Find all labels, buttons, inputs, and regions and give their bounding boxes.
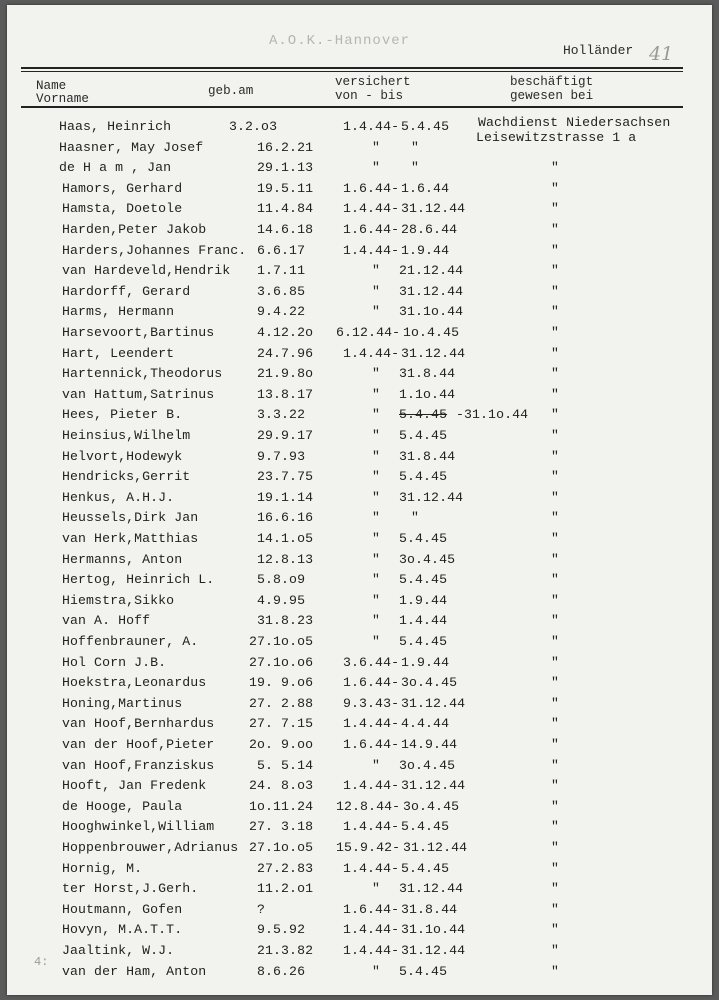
entry-insured-from: ": [372, 284, 381, 299]
entry-name: Hendricks,Gerrit: [62, 469, 191, 484]
employer-address: Leisewitzstrasse 1 a: [476, 130, 637, 145]
entry-employer-ditto: ": [551, 922, 560, 937]
col-born-header: geb.am: [208, 84, 254, 98]
entry-name: Harms, Hermann: [62, 304, 175, 319]
entry-born-date: ?: [257, 902, 266, 917]
entry-born-date: 27. 3.18: [249, 819, 314, 834]
entry-insured-to: 5.4.45: [401, 861, 450, 876]
entry-employer-ditto: ": [551, 675, 560, 690]
entry-insured-from: 12.8.44-: [336, 799, 401, 814]
col-insured-header: versichert: [335, 75, 411, 89]
entry-born-date: 19. 9.o6: [249, 675, 314, 690]
entry-employer-ditto: ": [551, 758, 560, 773]
entry-employer-ditto: ": [551, 366, 560, 381]
entry-name: Harden,Peter Jakob: [62, 222, 207, 237]
entry-insured-to: 1.9.44: [399, 593, 448, 608]
entry-insured-to: 1.9.44: [401, 243, 450, 258]
employer-name: Wachdienst Niedersachsen: [478, 115, 671, 130]
entry-insured-to: 3o.4.45: [403, 799, 460, 814]
entry-born-date: 16.6.16: [257, 510, 314, 525]
entry-insured-to: 1.1o.44: [399, 387, 456, 402]
entry-insured-to: 31.12.44: [401, 346, 466, 361]
entry-born-date: 21.9.8o: [257, 366, 314, 381]
entry-born-date: 4.12.2o: [257, 325, 314, 340]
entry-born-date: 11.2.o1: [257, 881, 314, 896]
entry-insured-from: 1.4.44-: [343, 943, 400, 958]
entry-employer-ditto: ": [551, 222, 560, 237]
entry-insured-from: 1.4.44-: [343, 346, 400, 361]
entry-born-date: 14.1.o5: [257, 531, 314, 546]
entry-insured-from: 1.4.44-: [343, 778, 400, 793]
entry-born-date: 31.8.23: [257, 613, 314, 628]
document-page: [7, 5, 712, 995]
entry-employer-ditto: ": [551, 181, 560, 196]
entry-insured-to: 5.4.45: [399, 634, 448, 649]
entry-insured-to: 31.8.44: [399, 449, 456, 464]
entry-born-date: 27. 7.15: [249, 716, 314, 731]
entry-born-date: 9.7.93: [257, 449, 306, 464]
entry-born-date: 27.1o.o6: [249, 655, 314, 670]
entry-insured-to: 5.4.45: [399, 531, 448, 546]
entry-name: Hiemstra,Sikko: [62, 593, 175, 608]
entry-born-date: 4.9.95: [257, 593, 306, 608]
entry-name: van Hardeveld,Hendrik: [62, 263, 231, 278]
entry-name: van der Ham, Anton: [62, 964, 207, 979]
entry-name: Haasner, May Josef: [59, 140, 204, 155]
entry-born-date: 21.3.82: [257, 943, 314, 958]
entry-employer-ditto: ": [551, 552, 560, 567]
entry-employer-ditto: ": [551, 387, 560, 402]
entry-insured-from: ": [372, 593, 381, 608]
entry-born-date: 23.7.75: [257, 469, 314, 484]
entry-insured-to: 31.1o.44: [399, 304, 464, 319]
entry-name: van der Hoof,Pieter: [62, 737, 215, 752]
entry-born-date: 5.8.o9: [257, 572, 306, 587]
entry-insured-from: 3.6.44-: [343, 655, 400, 670]
entry-insured-from: ": [372, 613, 381, 628]
entry-born-date: 16.2.21: [257, 140, 314, 155]
entry-employer-ditto: ": [551, 964, 560, 979]
entry-employer-ditto: ": [551, 407, 560, 422]
entry-insured-from: ": [372, 758, 381, 773]
entry-name: van Herk,Matthias: [62, 531, 199, 546]
entry-insured-from: ": [372, 964, 381, 979]
left-margin-mark: 4:: [34, 955, 49, 969]
entry-insured-to: 1.6.44: [401, 181, 450, 196]
entry-born-date: 12.8.13: [257, 552, 314, 567]
entry-insured-to: 21.12.44: [399, 263, 464, 278]
entry-insured-to: ": [411, 510, 420, 525]
entry-employer-ditto: ": [551, 284, 560, 299]
entry-name: Hamors, Gerhard: [62, 181, 183, 196]
entry-insured-to: 5.4.45: [399, 964, 448, 979]
entry-name: de H a m , Jan: [59, 160, 172, 175]
entry-employer-ditto: ": [551, 201, 560, 216]
entry-insured-from: ": [372, 510, 381, 525]
entry-insured-to: 3o.4.45: [399, 758, 456, 773]
entry-born-date: 3.2.o3: [229, 119, 278, 134]
entry-insured-from: 1.4.44-: [343, 922, 400, 937]
entry-insured-from: 1.6.44-: [343, 222, 400, 237]
entry-insured-from: 1.6.44-: [343, 181, 400, 196]
entry-insured-from: ": [372, 160, 381, 175]
entry-insured-from: 1.4.44-: [343, 243, 400, 258]
entry-insured-from: ": [372, 304, 381, 319]
entry-name: ter Horst,J.Gerh.: [62, 881, 199, 896]
entry-employer-ditto: ": [551, 861, 560, 876]
col-name-header: Name: [36, 79, 67, 93]
entry-name: Jaaltink, W.J.: [62, 943, 175, 958]
col-employer-header: beschäftigt: [510, 75, 594, 89]
entry-name: Hovyn, M.A.T.T.: [62, 922, 183, 937]
entry-born-date: 11.4.84: [257, 201, 314, 216]
entry-insured-from: 1.4.44-: [343, 201, 400, 216]
entry-employer-ditto: ": [551, 572, 560, 587]
entry-employer-ditto: ": [551, 428, 560, 443]
entry-insured-to: 14.9.44: [401, 737, 458, 752]
entry-born-date: 27.1o.o5: [249, 840, 314, 855]
entry-name: Harders,Johannes Franc.: [62, 243, 247, 258]
entry-employer-ditto: ": [551, 449, 560, 464]
entry-born-date: 27. 2.88: [249, 696, 314, 711]
entry-name: van Hoof,Bernhardus: [62, 716, 215, 731]
entry-name: Henkus, A.H.J.: [62, 490, 175, 505]
entry-employer-ditto: ": [551, 160, 560, 175]
entry-name: Harsevoort,Bartinus: [62, 325, 215, 340]
header-rule-top-1: [21, 67, 683, 69]
entry-insured-to: 31.12.44: [401, 201, 466, 216]
entry-employer-ditto: ": [551, 943, 560, 958]
entry-born-date: 24. 8.o3: [249, 778, 314, 793]
entry-insured-to: 4.4.44: [401, 716, 450, 731]
entry-name: Honing,Martinus: [62, 696, 183, 711]
entry-born-date: 19.1.14: [257, 490, 314, 505]
entry-employer-ditto: ": [551, 490, 560, 505]
entry-employer-ditto: ": [551, 325, 560, 340]
entry-insured-to: 28.6.44: [401, 222, 458, 237]
entry-employer-ditto: ": [551, 510, 560, 525]
entry-insured-from: ": [372, 449, 381, 464]
entry-name: Hertog, Heinrich L.: [62, 572, 215, 587]
entry-employer-ditto: ": [551, 737, 560, 752]
entry-insured-to: 31.8.44: [399, 366, 456, 381]
entry-employer-ditto: ": [551, 634, 560, 649]
entry-name: Hees, Pieter B.: [62, 407, 183, 422]
entry-insured-to: 31.12.44: [401, 778, 466, 793]
entry-employer-ditto: ": [551, 778, 560, 793]
entry-born-date: 19.5.11: [257, 181, 314, 196]
entry-insured-from: ": [372, 263, 381, 278]
entry-insured-from: ": [372, 531, 381, 546]
entry-insured-from: 1.4.44-: [343, 861, 400, 876]
entry-name: Hol Corn J.B.: [62, 655, 167, 670]
entry-name: Hardorff, Gerard: [62, 284, 191, 299]
entry-born-date: 9.4.22: [257, 304, 306, 319]
entry-employer-ditto: ": [551, 799, 560, 814]
entry-insured-to: 31.1o.44: [401, 922, 466, 937]
entry-name: Hoffenbrauner, A.: [62, 634, 199, 649]
entry-insured-from: ": [372, 428, 381, 443]
entry-insured-from: 1.4.44-: [343, 119, 400, 134]
entry-name: Haas, Heinrich: [59, 119, 172, 134]
entry-employer-ditto: ": [551, 263, 560, 278]
entry-employer-ditto: ": [551, 716, 560, 731]
entry-insured-to: 1o.4.45: [403, 325, 460, 340]
nationality-label: Holländer: [563, 43, 634, 58]
entry-insured-from: ": [372, 552, 381, 567]
entry-insured-from: ": [372, 366, 381, 381]
entry-born-date: 27.1o.o5: [249, 634, 314, 649]
entry-insured-to: 31.12.44: [399, 284, 464, 299]
entry-insured-to: 5.4.45: [399, 428, 448, 443]
entry-insured-from: ": [372, 634, 381, 649]
entry-name: van Hoof,Franziskus: [62, 758, 215, 773]
entry-born-date: 3.3.22: [257, 407, 306, 422]
entry-employer-ditto: ": [551, 881, 560, 896]
col-insured-header-2: von - bis: [335, 89, 404, 103]
entry-employer-ditto: ": [551, 902, 560, 917]
entry-insured-to: ": [411, 160, 420, 175]
col-employer-header-2: gewesen bei: [510, 89, 594, 103]
entry-born-date: 13.8.17: [257, 387, 314, 402]
entry-name: Helvort,Hodewyk: [62, 449, 183, 464]
entry-insured-from: ": [372, 140, 381, 155]
entry-insured-from: ": [372, 881, 381, 896]
entry-insured-to: 31.12.44: [403, 840, 468, 855]
entry-born-date: 14.6.18: [257, 222, 314, 237]
entry-born-date: 6.6.17: [257, 243, 306, 258]
entry-insured-to-corrected: -31.1o.44: [456, 407, 529, 422]
entry-name: Hermanns, Anton: [62, 552, 183, 567]
entry-name: Hooghwinkel,William: [62, 819, 215, 834]
entry-insured-from: 9.3.43-: [343, 696, 400, 711]
entry-insured-to: 3o.4.45: [401, 675, 458, 690]
entry-insured-from: ": [372, 407, 381, 422]
entry-insured-to: 5.4.45: [401, 119, 450, 134]
corner-handwritten-mark: 41: [649, 43, 674, 65]
entry-employer-ditto: ": [551, 819, 560, 834]
entry-born-date: 8.6.26: [257, 964, 306, 979]
entry-insured-to: 1.4.44: [399, 613, 448, 628]
entry-name: Hamsta, Doetole: [62, 201, 183, 216]
entry-insured-from: ": [372, 490, 381, 505]
entry-born-date: 24.7.96: [257, 346, 314, 361]
col-name-header-2: Vorname: [36, 92, 89, 106]
entry-insured-to: 31.12.44: [399, 881, 464, 896]
entry-name: Hart, Leendert: [62, 346, 175, 361]
entry-born-date: 5. 5.14: [257, 758, 314, 773]
entry-employer-ditto: ": [551, 469, 560, 484]
entry-name: Hoekstra,Leonardus: [62, 675, 207, 690]
entry-insured-to: 31.12.44: [399, 490, 464, 505]
entry-name: Hartennick,Theodorus: [62, 366, 223, 381]
stamp-text: A.O.K.-Hannover: [269, 33, 411, 49]
entry-insured-to: 31.12.44: [401, 696, 466, 711]
entry-employer-ditto: ": [551, 593, 560, 608]
header-rule-bottom: [21, 106, 683, 108]
entry-insured-from: 1.4.44-: [343, 716, 400, 731]
entry-insured-to: 5.4.45: [401, 819, 450, 834]
entry-insured-to: 31.8.44: [401, 902, 458, 917]
entry-insured-to: 5.4.45: [399, 469, 448, 484]
entry-insured-from: 1.6.44-: [343, 902, 400, 917]
entry-employer-ditto: ": [551, 531, 560, 546]
entry-born-date: 29.1.13: [257, 160, 314, 175]
entry-insured-to: ": [411, 140, 420, 155]
entry-insured-to: 5.4.45: [399, 572, 448, 587]
entry-insured-from: 1.4.44-: [343, 819, 400, 834]
entry-insured-from: ": [372, 387, 381, 402]
entry-employer-ditto: ": [551, 696, 560, 711]
entry-employer-ditto: ": [551, 655, 560, 670]
entry-insured-to: 1.9.44: [401, 655, 450, 670]
entry-born-date: 9.5.92: [257, 922, 306, 937]
entry-insured-from: ": [372, 469, 381, 484]
entry-name: Heussels,Dirk Jan: [62, 510, 199, 525]
entry-insured-to: 31.12.44: [401, 943, 466, 958]
entry-name: Hooft, Jan Fredenk: [62, 778, 207, 793]
entry-employer-ditto: ": [551, 613, 560, 628]
entry-name: Hoppenbrouwer,Adrianus: [62, 840, 239, 855]
entry-insured-from: 15.9.42-: [336, 840, 401, 855]
entry-born-date: 3.6.85: [257, 284, 306, 299]
entry-name: Houtmann, Gofen: [62, 902, 183, 917]
entry-insured-from: 1.6.44-: [343, 675, 400, 690]
entry-name: Heinsius,Wilhelm: [62, 428, 191, 443]
entry-name: van A. Hoff: [62, 613, 151, 628]
entry-name: de Hooge, Paula: [62, 799, 183, 814]
entry-insured-to: 3o.4.45: [399, 552, 456, 567]
entry-born-date: 27.2.83: [257, 861, 314, 876]
entry-born-date: 2o. 9.oo: [249, 737, 314, 752]
entry-employer-ditto: ": [551, 840, 560, 855]
entry-born-date: 29.9.17: [257, 428, 314, 443]
entry-employer-ditto: ": [551, 346, 560, 361]
entry-born-date: 1o.11.24: [249, 799, 314, 814]
entry-name: van Hattum,Satrinus: [62, 387, 215, 402]
entry-born-date: 1.7.11: [257, 263, 306, 278]
entry-employer-ditto: ": [551, 304, 560, 319]
entry-insured-from: 1.6.44-: [343, 737, 400, 752]
entry-insured-from: ": [372, 572, 381, 587]
entry-name: Hornig, M.: [62, 861, 143, 876]
header-rule-top-2: [21, 71, 683, 72]
entry-insured-from: 6.12.44-: [336, 325, 401, 340]
entry-employer-ditto: ": [551, 243, 560, 258]
entry-insured-to: 5.4.45: [399, 407, 448, 422]
